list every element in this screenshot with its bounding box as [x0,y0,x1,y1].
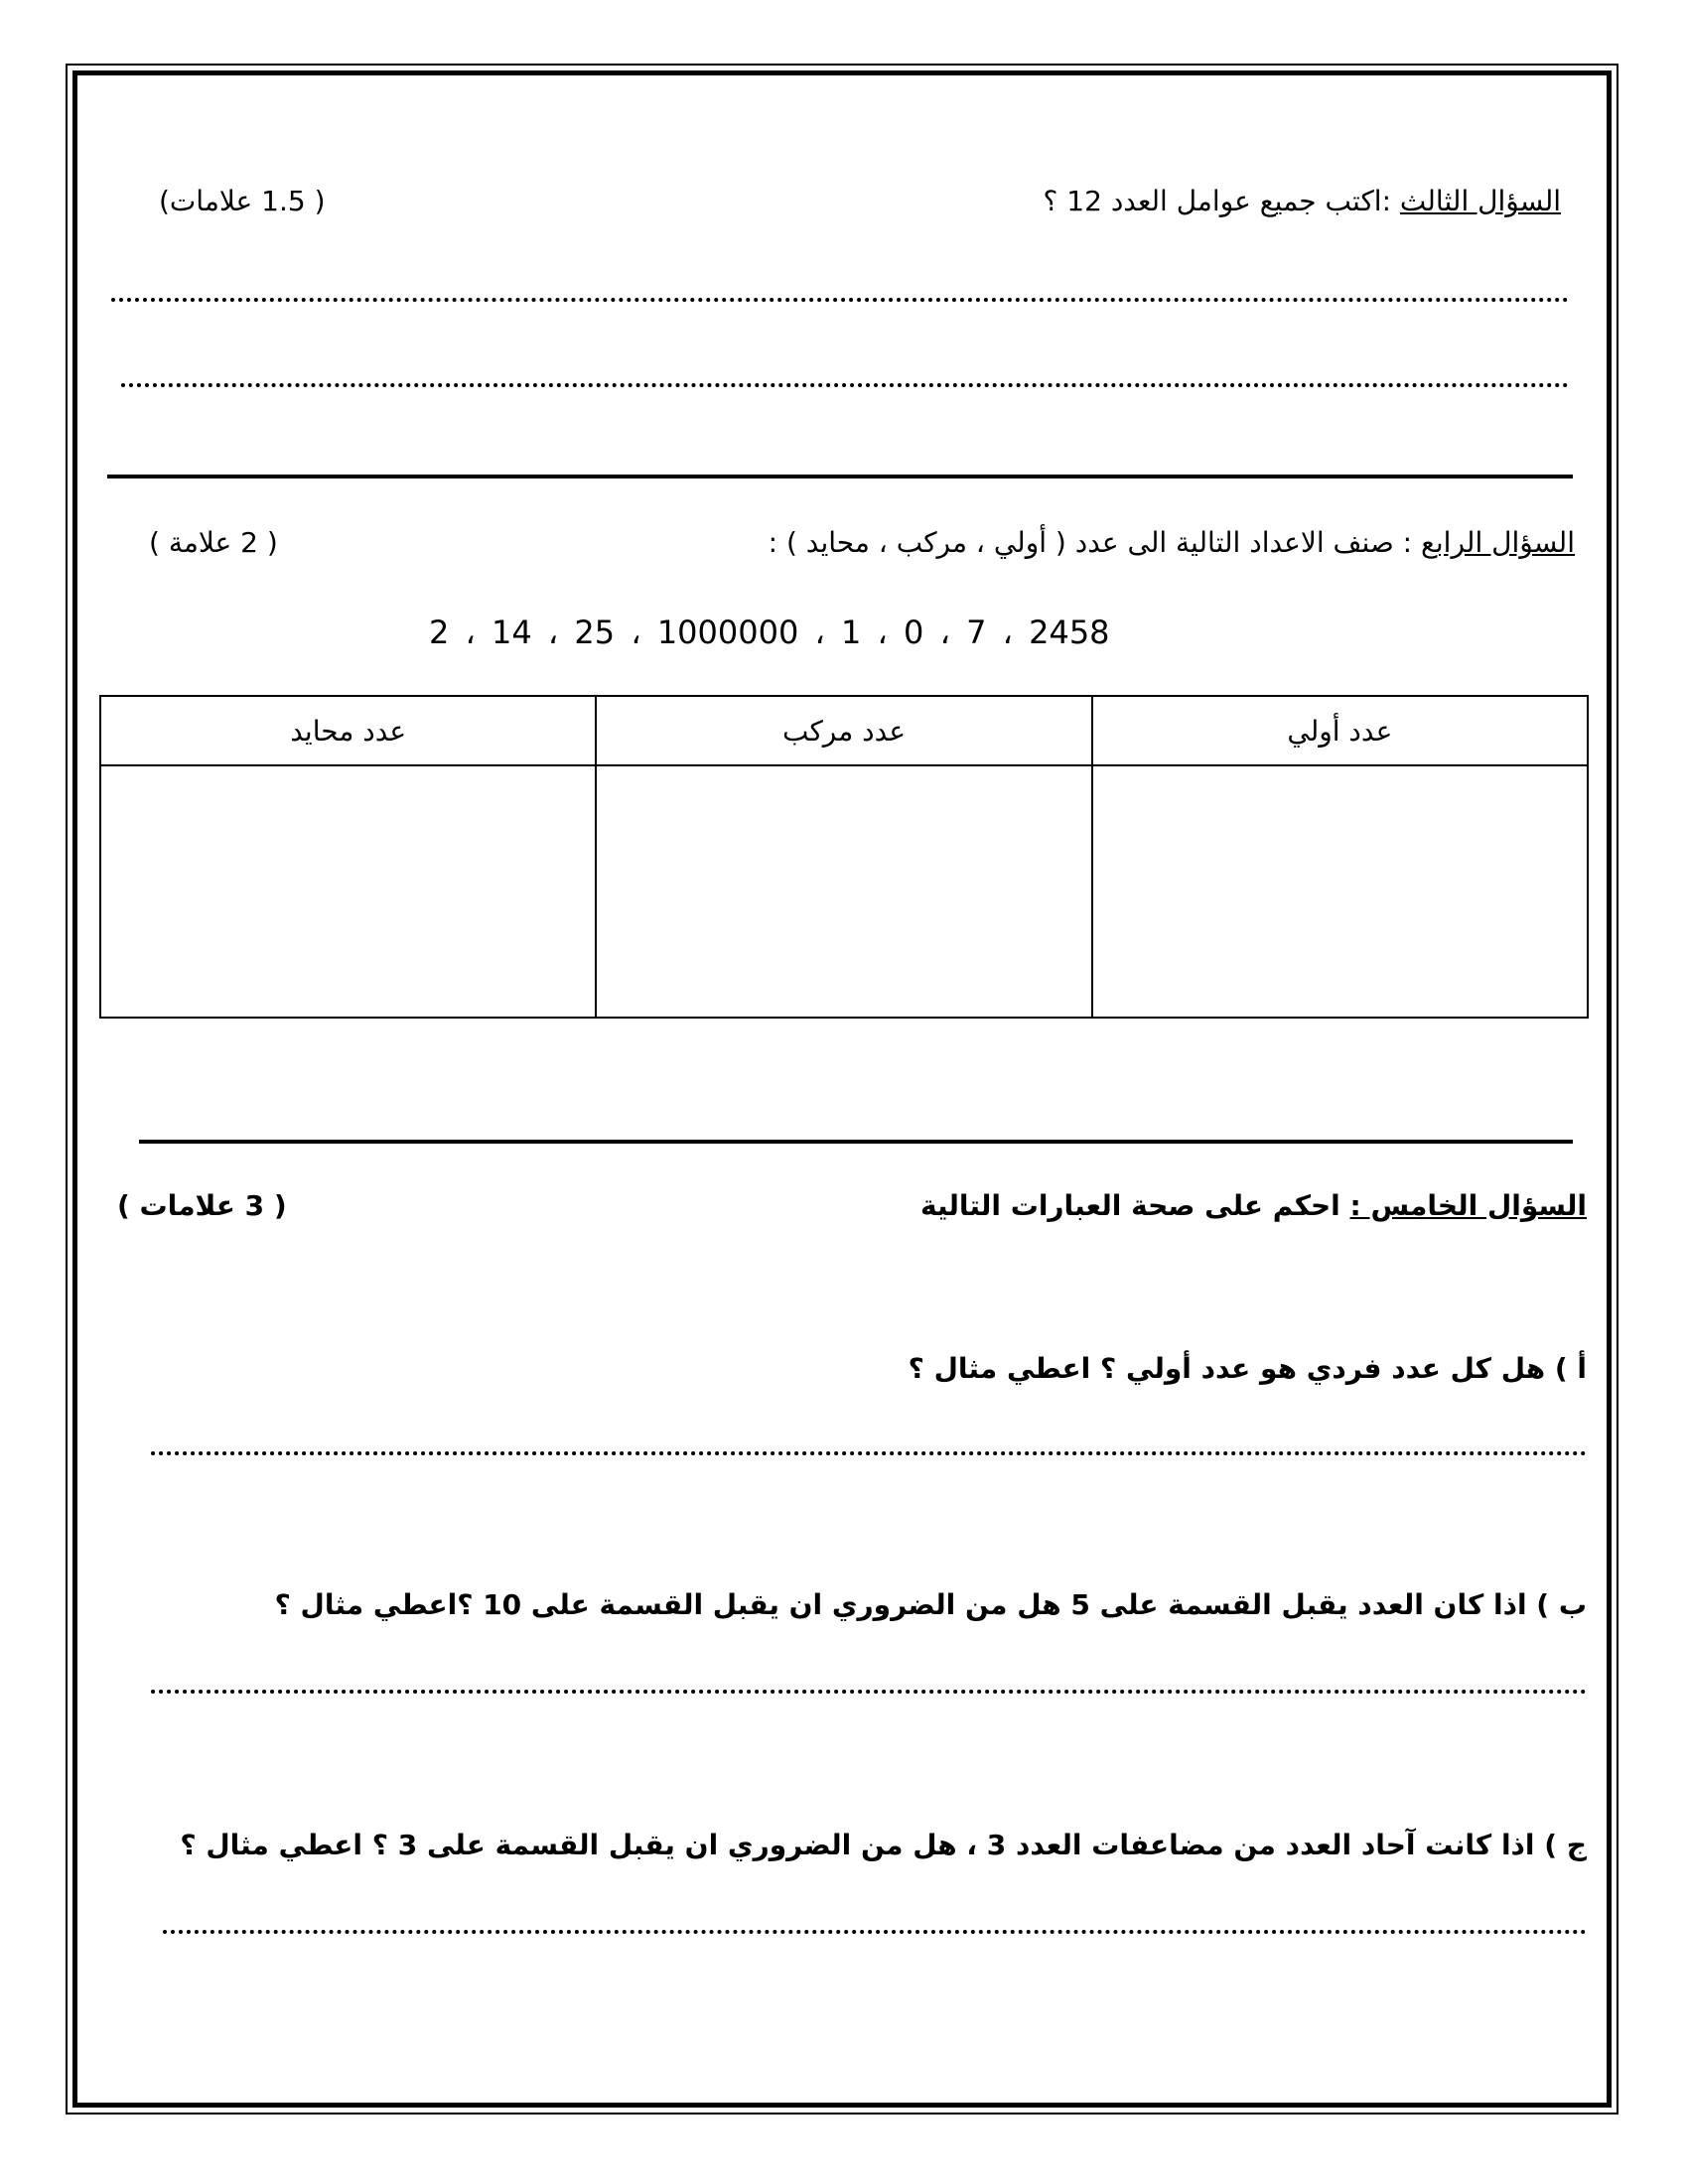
q4-text: : صنف الاعداد التالية الى عدد ( أولي ، مركب ، محايد ) : [768,526,1413,559]
q4-number-list: 2 ، 14 ، 25 ، 1000000 ، 1 ، 0 ، 7 ، 2458 [429,614,1110,651]
header-prime: عدد أولي [1092,696,1588,765]
q5-answer-line-b[interactable] [151,1690,1587,1694]
q5-answer-line-a[interactable] [151,1451,1587,1455]
q5-item-a: أ ) هل كل عدد فردي هو عدد أولي ؟ اعطي مثال ؟ [908,1352,1587,1385]
answer-cell-composite[interactable] [596,765,1091,1018]
q5-answer-line-c[interactable] [163,1930,1587,1934]
q3-answer-line-1[interactable] [111,298,1569,302]
page-border-inner [72,70,1612,2108]
table-header-row [100,696,1588,765]
q3-text: :اكتب جميع عوامل العدد 12 ؟ [1043,185,1391,217]
q5-text: احكم على صحة العبارات التالية [919,1189,1340,1222]
q5-marks: ( 3 علامات ) [117,1189,287,1222]
section-divider-2 [139,1140,1573,1144]
q3-label: السؤال الثالث [1399,185,1561,217]
q3-marks: ( 1.5 علامات) [159,185,326,217]
answer-cell-prime[interactable] [1092,765,1588,1018]
q5-item-c: ج ) اذا كانت آحاد العدد من مضاعفات العدد 3 ، هل من الضروري ان يقبل القسمة على 3 ؟ اعطي مثال ؟ [180,1829,1587,1861]
q5-item-b: ب ) اذا كان العدد يقبل القسمة على 5 هل من الضروري ان يقبل القسمة على 10 ؟اعطي مثال ؟ [274,1588,1587,1621]
q4-label: السؤال الرابع [1420,526,1575,559]
classification-table [99,695,1589,1019]
q5-heading [920,1189,1587,1222]
q3-answer-line-2[interactable] [121,383,1569,387]
header-neutral: عدد محايد [100,696,596,765]
table-answer-row [100,765,1588,1018]
q5-label: السؤال الخامس : [1349,1189,1587,1222]
section-divider-1 [107,475,1573,478]
answer-cell-neutral[interactable] [100,765,596,1018]
q4-marks: ( 2 علامة ) [149,526,278,559]
header-composite: عدد مركب [596,696,1091,765]
q4-heading [769,526,1575,559]
q3-heading [1044,185,1561,217]
